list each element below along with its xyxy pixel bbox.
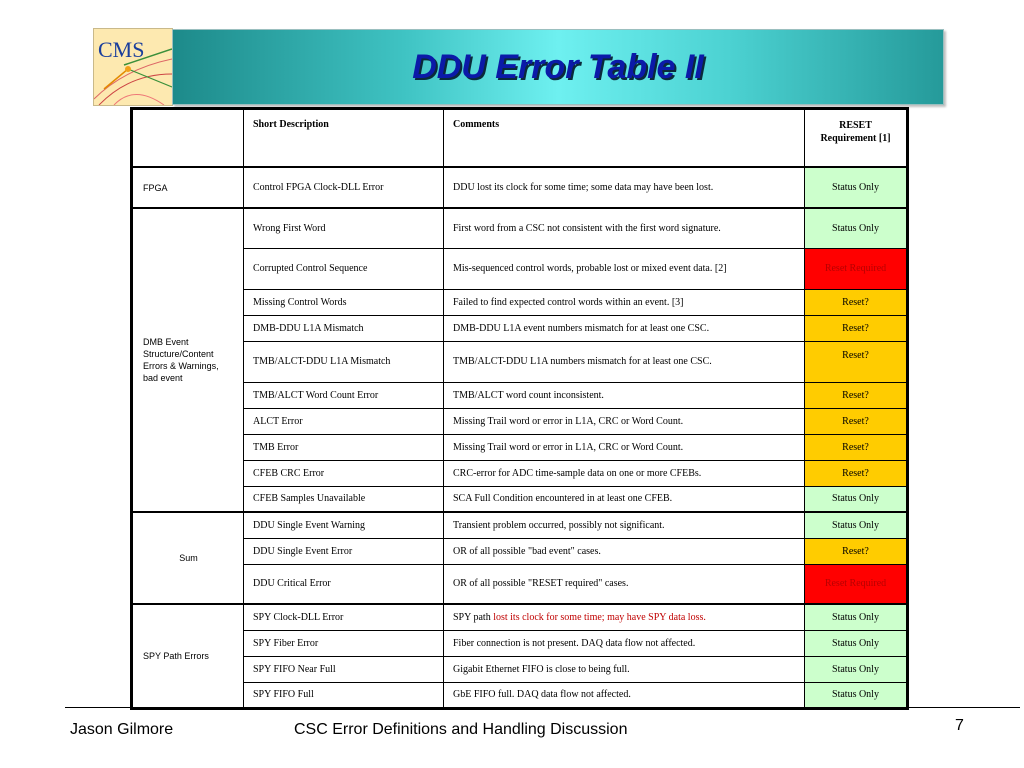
comment: Transient problem occurred, possibly not significant. <box>444 512 805 538</box>
header-group <box>132 109 244 168</box>
comment: OR of all possible "RESET required" cases. <box>444 564 805 604</box>
comment: Missing Trail word or error in L1A, CRC or Word Count. <box>444 408 805 434</box>
table-row <box>132 564 908 604</box>
comment: Missing Trail word or error in L1A, CRC or Word Count. <box>444 434 805 460</box>
reset-status: Reset? <box>805 289 908 315</box>
header-short-description: Short Description <box>244 109 444 168</box>
comment: TMB/ALCT-DDU L1A numbers mismatch for at least one CSC. <box>444 341 805 382</box>
header-reset-requirement: RESET Requirement [1] <box>805 109 908 168</box>
comment: First word from a CSC not consistent with the first word signature. <box>444 208 805 248</box>
table-row <box>132 382 908 408</box>
comment: CRC-error for ADC time-sample data on one or more CFEBs. <box>444 460 805 486</box>
reset-status: Reset? <box>805 341 908 382</box>
reset-status: Reset? <box>805 408 908 434</box>
short-description: TMB/ALCT-DDU L1A Mismatch <box>244 341 444 382</box>
table-row <box>132 460 908 486</box>
footer-divider <box>65 707 1020 708</box>
comment: Gigabit Ethernet FIFO is close to being full. <box>444 656 805 682</box>
group-dmb-event: DMB Event Structure/Content Errors & Warnings, bad event <box>132 208 244 512</box>
reset-status: Status Only <box>805 682 908 708</box>
reset-status: Reset? <box>805 382 908 408</box>
short-description: CFEB CRC Error <box>244 460 444 486</box>
table-row <box>132 315 908 341</box>
reset-status: Status Only <box>805 604 908 630</box>
cms-logo-text: CMS <box>98 37 145 62</box>
short-description: Control FPGA Clock-DLL Error <box>244 167 444 208</box>
table-row <box>132 341 908 382</box>
comment: Failed to find expected control words within an event. [3] <box>444 289 805 315</box>
table-row <box>132 604 908 630</box>
page-title: DDU Error Table II <box>412 48 704 86</box>
table-row <box>132 434 908 460</box>
short-description: TMB/ALCT Word Count Error <box>244 382 444 408</box>
reset-status: Reset? <box>805 434 908 460</box>
reset-status: Reset? <box>805 315 908 341</box>
header-comments: Comments <box>444 109 805 168</box>
cms-logo <box>93 28 173 106</box>
table-row <box>132 682 908 708</box>
reset-status: Reset Required <box>805 564 908 604</box>
short-description: SPY Fiber Error <box>244 630 444 656</box>
comment: SCA Full Condition encountered in at least one CFEB. <box>444 486 805 512</box>
short-description: Wrong First Word <box>244 208 444 248</box>
reset-status: Reset Required <box>805 248 908 289</box>
comment-prefix: SPY path <box>453 611 494 623</box>
comment <box>444 604 805 630</box>
short-description: CFEB Samples Unavailable <box>244 486 444 512</box>
comment: GbE FIFO full. DAQ data flow not affected. <box>444 682 805 708</box>
short-description: Corrupted Control Sequence <box>244 248 444 289</box>
group-spy-path: SPY Path Errors <box>132 604 244 708</box>
reset-status: Status Only <box>805 167 908 208</box>
table-row <box>132 167 908 208</box>
short-description: SPY FIFO Full <box>244 682 444 708</box>
group-fpga: FPGA <box>132 167 244 208</box>
comment: TMB/ALCT word count inconsistent. <box>444 382 805 408</box>
table-row <box>132 408 908 434</box>
comment: DMB-DDU L1A event numbers mismatch for at least one CSC. <box>444 315 805 341</box>
table-row <box>132 486 908 512</box>
short-description: DDU Single Event Warning <box>244 512 444 538</box>
reset-status: Status Only <box>805 486 908 512</box>
table-row <box>132 538 908 564</box>
comment: DDU lost its clock for some time; some data may have been lost. <box>444 167 805 208</box>
comment: Mis-sequenced control words, probable lost or mixed event data. [2] <box>444 248 805 289</box>
page-number: 7 <box>955 717 964 734</box>
table-row <box>132 248 908 289</box>
short-description: DDU Single Event Error <box>244 538 444 564</box>
reset-status: Status Only <box>805 630 908 656</box>
reset-status: Status Only <box>805 656 908 682</box>
footer-author: Jason Gilmore <box>70 721 174 738</box>
table-row <box>132 656 908 682</box>
short-description: SPY Clock-DLL Error <box>244 604 444 630</box>
short-description: SPY FIFO Near Full <box>244 656 444 682</box>
comment: OR of all possible "bad event" cases. <box>444 538 805 564</box>
reset-status: Reset? <box>805 538 908 564</box>
short-description: Missing Control Words <box>244 289 444 315</box>
error-table <box>130 107 909 710</box>
short-description: DDU Critical Error <box>244 564 444 604</box>
reset-status: Reset? <box>805 460 908 486</box>
comment: Fiber connection is not present. DAQ data flow not affected. <box>444 630 805 656</box>
table-row <box>132 208 908 248</box>
table-row <box>132 289 908 315</box>
comment-highlight: lost its clock for some time; may have SPY data loss. <box>493 611 706 623</box>
short-description: DMB-DDU L1A Mismatch <box>244 315 444 341</box>
title-bar <box>172 29 944 105</box>
footer-talk-title: CSC Error Definitions and Handling Discussion <box>294 721 628 738</box>
reset-status: Status Only <box>805 512 908 538</box>
short-description: TMB Error <box>244 434 444 460</box>
short-description: ALCT Error <box>244 408 444 434</box>
group-sum: Sum <box>132 512 244 604</box>
reset-status: Status Only <box>805 208 908 248</box>
table-header-row <box>132 109 908 168</box>
table-row <box>132 512 908 538</box>
table-row <box>132 630 908 656</box>
